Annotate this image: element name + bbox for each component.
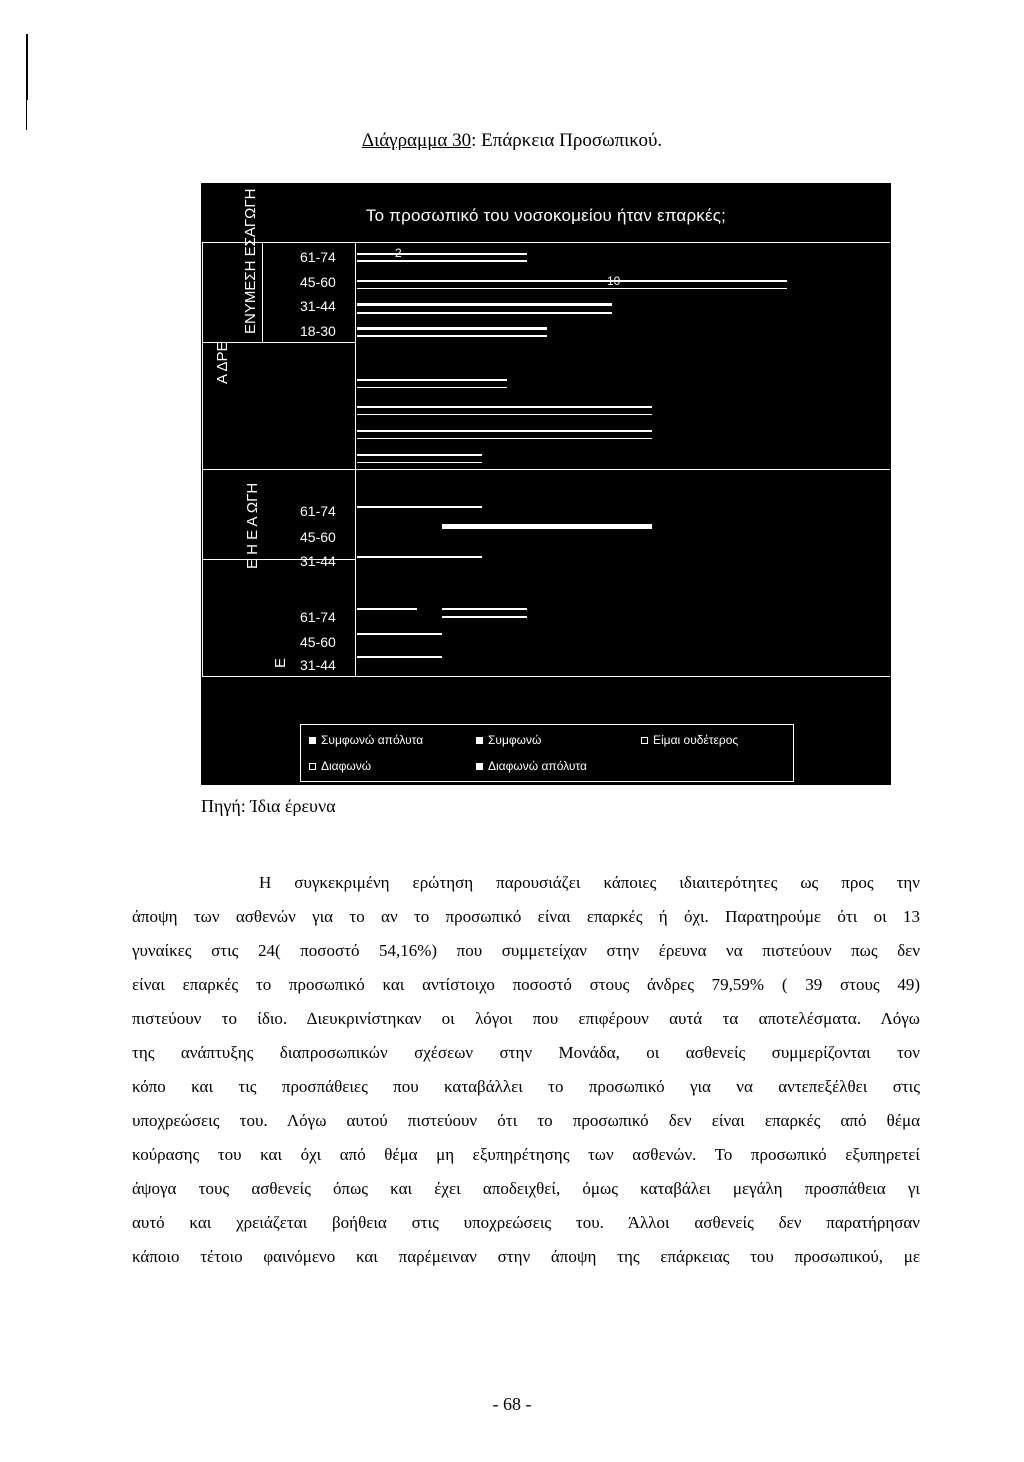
legend-swatch [309, 763, 316, 770]
bar [357, 288, 787, 289]
paragraph-line: αυτό και χρειάζεται βοήθεια στις υποχρεώσεις του. Άλλοι ασθενείς δεν παρατήρησαν [132, 1213, 920, 1232]
paragraph-line: άποψη των ασθενών για το αν το προσωπικό είναι επαρκές ή όχι. Παρατηρούμε ότι οι 13 [132, 907, 920, 926]
tick-label: 45-60 [300, 529, 336, 545]
bar [357, 253, 527, 255]
chart-axis [355, 242, 356, 676]
caption-text: : Επάρκεια Προσωπικού. [471, 130, 663, 151]
bar [357, 414, 652, 415]
outer-group-label: Α ΔΡΕ [214, 341, 231, 384]
paragraph-line: της ανάπτυξης διαπροσωπικών σχέσεων στην Μονάδα, οι ασθενείς συμμερίζονται τον [132, 1043, 920, 1062]
bar [357, 387, 507, 388]
legend-item: Διαφωνώ [309, 759, 371, 773]
body-paragraph [132, 866, 920, 1274]
bar [357, 335, 547, 337]
bar [357, 556, 482, 558]
scan-edge-line [26, 34, 28, 100]
group-label: Ε Η Ε Α ΩΓΗ [244, 482, 261, 569]
bar [357, 280, 787, 282]
paragraph-line: κόπο και τις προσπάθειες που καταβάλλει το προσωπικό για να αντεπεξέλθει στις [132, 1077, 920, 1096]
tick-label: 31-44 [300, 298, 336, 314]
bar [357, 633, 442, 635]
chart-separator [202, 676, 890, 677]
chart-separator [202, 242, 890, 243]
source-note: Πηγή: Ίδια έρευνα [201, 796, 336, 816]
chart-title: Το προσωπικό του νοσοκομείου ήταν επαρκές; [365, 206, 727, 225]
bar [357, 430, 652, 432]
bar [442, 608, 527, 610]
tick-label: 45-60 [300, 274, 336, 290]
paragraph-line: είναι επαρκές το προσωπικό και αντίστοιχο ποσοστό στους άνδρες 79,59% ( 39 στους 49) [132, 975, 920, 994]
tick-label: 61-74 [300, 609, 336, 625]
bar [442, 524, 652, 529]
chart-separator [202, 469, 890, 470]
tick-label: 61-74 [300, 503, 336, 519]
tick-label: 31-44 [300, 553, 336, 569]
paragraph-line: άψογα τους ασθενείς όπως και έχει αποδειχθεί, όμως καταβάλει μεγάλη προσπάθεια γι [132, 1179, 920, 1198]
chart [201, 183, 891, 785]
legend-item: Είμαι ουδέτερος [641, 733, 738, 747]
bar [357, 608, 417, 610]
legend-item: Διαφωνώ απόλυτα [476, 759, 587, 773]
tick-label: 18-30 [300, 323, 336, 339]
chart-separator [202, 242, 203, 676]
group-label: ΕΝΥΜΕΣΗ ΕΣΑΓΩΓΗ [242, 188, 259, 334]
bar [357, 312, 612, 314]
bar [357, 303, 612, 306]
paragraph-line: υποχρεώσεις του. Λόγω αυτού πιστεύουν ότι το προσωπικό δεν είναι επαρκές από θέμα [132, 1111, 920, 1130]
paragraph-line: Η συγκεκριμένη ερώτηση παρουσιάζει κάποιες ιδιαιτερότητες ως προς την [259, 873, 920, 892]
legend-item: Συμφωνώ [476, 733, 541, 747]
bar [357, 656, 442, 658]
paragraph-line: κάποιο τέτοιο φαινόμενο και παρέμειναν στην άποψη της επάρκειας του προσωπικού, με [132, 1247, 920, 1266]
bar [442, 616, 527, 618]
group-label: Ε [272, 657, 289, 668]
paragraph-line: πιστεύουν το ίδιο. Διευκρινίστηκαν οι λόγοι που επιφέρουν αυτά τα αποτελέσματα. Λόγω [132, 1009, 920, 1028]
bar [357, 506, 482, 508]
data-label: 10 [607, 274, 621, 288]
chart-separator [262, 242, 263, 342]
tick-label: 31-44 [300, 657, 336, 673]
caption-number: Διάγραμμα 30 [361, 130, 472, 151]
chart-legend [300, 724, 794, 782]
legend-swatch [476, 737, 483, 744]
page-number: - 68 - [492, 1394, 532, 1414]
legend-swatch [641, 737, 648, 744]
bar [357, 406, 652, 408]
bar [357, 327, 547, 330]
legend-swatch [309, 737, 316, 744]
paragraph-line: κούρασης του και όχι από θέμα μη εξυπηρέτησης των ασθενών. Το προσωπικό εξυπηρετεί [132, 1145, 920, 1164]
bar [357, 454, 482, 456]
tick-label: 61-74 [300, 249, 336, 265]
legend-swatch [476, 763, 483, 770]
bar [357, 379, 507, 381]
bar [357, 438, 652, 439]
figure-caption [0, 130, 1024, 152]
legend-item: Συμφωνώ απόλυτα [309, 733, 423, 747]
tick-label: 45-60 [300, 634, 336, 650]
scan-edge-line [26, 100, 27, 130]
data-label: 2 [395, 246, 402, 260]
bar [357, 260, 527, 262]
bar [357, 462, 482, 463]
paragraph-line: γυναίκες στις 24( ποσοστό 54,16%) που συμμετείχαν στην έρευνα να πιστεύουν πως δεν [132, 941, 920, 960]
